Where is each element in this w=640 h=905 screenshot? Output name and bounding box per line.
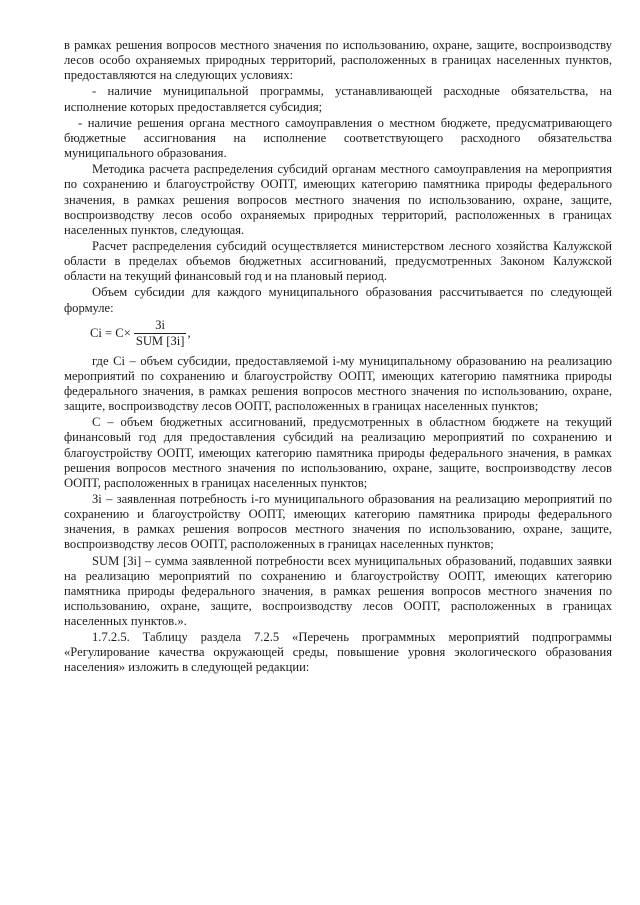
formula-tail: , <box>187 326 191 341</box>
paragraph-condition-budget: - наличие решения органа местного самоуправления о местном бюджете, предусматривающего бюджетные ассигнования на исполнение соответствующего расходного обязательства муниципального образования. <box>64 115 612 161</box>
formula-denominator: SUM [Зi] <box>135 334 185 349</box>
formula-lhs: Ci = C× <box>90 326 131 341</box>
document-page <box>64 38 612 677</box>
paragraph-calculation: Расчет распределения субсидий осуществляется министерством лесного хозяйства Калужской области в пределах объемов бюджетных ассигнований, предусмотренных Законом Калужской области на текущий финансовый год и на плановый период. <box>64 238 612 284</box>
paragraph-def-zi: Зi – заявленная потребность i-го муниципального образования на реализацию мероприятий по сохранению и благоустройству ООПТ, имеющих категорию памятника природы федерального значения, в рамках решения вопросов местного значения по использованию, охране, защите, воспроизводству лесов ООПТ, расположенных в границах населенных пунктов; <box>64 492 612 552</box>
paragraph-def-c: С – объем бюджетных ассигнований, предусмотренных в областном бюджете на текущий финансовый год для предоставления субсидий на реализацию мероприятий по сохранению и благоустройству ООПТ, имеющих категорию памятника природы федерального значения, в рамках решения вопросов местного значения по использованию, охране, защите, воспроизводству лесов ООПТ, расположенных в границах населенных пунктов; <box>64 415 612 490</box>
paragraph-conditions-intro: в рамках решения вопросов местного значения по использованию, охране, защите, воспроизводству лесов особо охраняемых природных территорий, расположенных в границах населенных пунктов, предоставляются на следующих условиях: <box>64 38 612 83</box>
paragraph-condition-program: - наличие муниципальной программы, устанавливающей расходные обязательства, на исполнение которых предоставляется субсидия; <box>64 84 612 114</box>
subsidy-formula <box>90 317 612 351</box>
paragraph-formula-intro: Объем субсидии для каждого муниципального образования рассчитывается по следующей формуле: <box>64 285 612 315</box>
formula-fraction <box>134 319 187 348</box>
paragraph-def-ci: где Ci – объем субсидии, предоставляемой i-му муниципальному образованию на реализацию мероприятий по сохранению и благоустройству ООПТ, имеющих категорию памятника природы федерального значения, в рамках решения вопросов местного значения по использованию, охране, защите, воспроизводству лесов ООПТ, расположенных в границах населенных пунктов; <box>64 353 612 414</box>
formula-numerator: Зi <box>155 318 166 333</box>
paragraph-methodology: Методика расчета распределения субсидий органам местного самоуправления на мероприятия по сохранению и благоустройству ООПТ, имеющих категорию памятника природы федерального значения, в рамках решения вопросов местного значения по использованию, охране, защите, воспроизводству лесов особо охраняемых природных территорий, расположенных в границах населенных пунктов, следующая. <box>64 162 612 237</box>
paragraph-def-sum: SUM [Зi] – сумма заявленной потребности всех муниципальных образований, подавших заявки на реализацию мероприятий по сохранению и благоустройству ООПТ, имеющих категорию памятника природы федерального значения, в рамках решения вопросов местного значения по использованию, охране, защите, воспроизводству лесов ООПТ, расположенных в границах населенных пунктов.». <box>64 553 612 628</box>
paragraph-table-amendment: 1.7.2.5. Таблицу раздела 7.2.5 «Перечень программных мероприятий подпрограммы «Регулирование качества окружающей среды, повышение уровня экологического образования населения» изложить в следующей редакции: <box>64 630 612 675</box>
